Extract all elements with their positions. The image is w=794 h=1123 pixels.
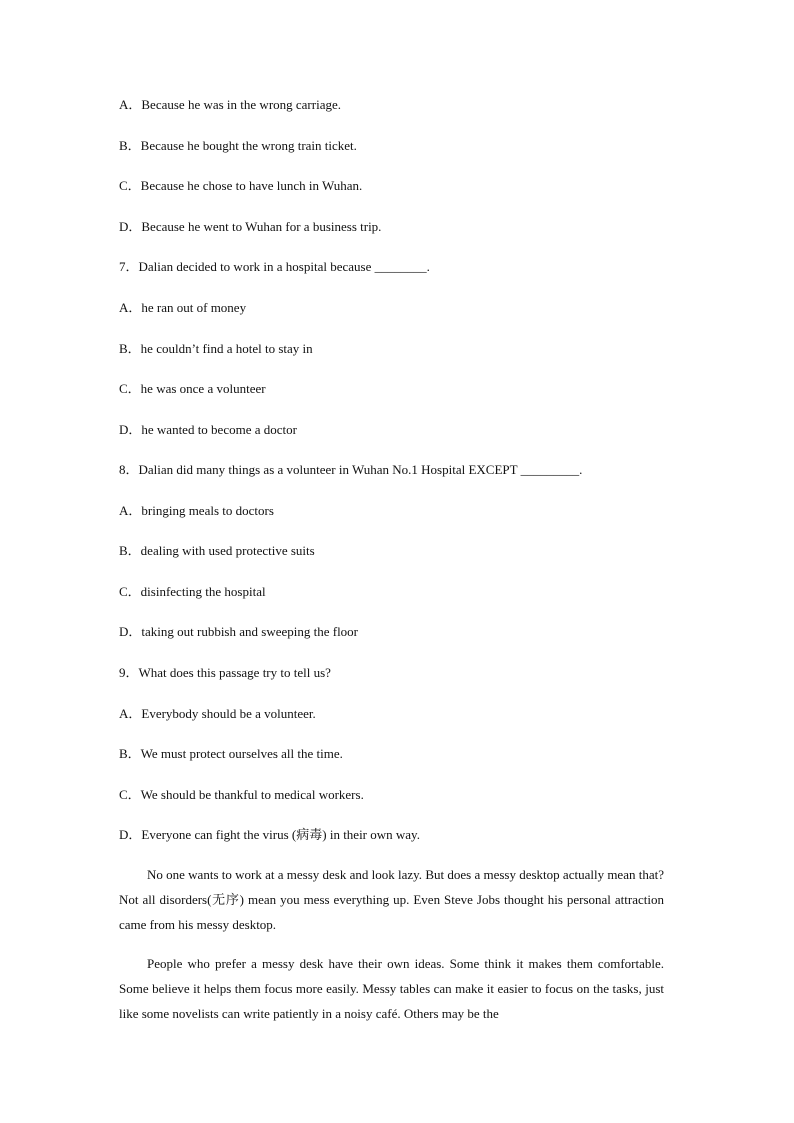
option-d-q8: D．taking out rubbish and sweeping the floor: [119, 624, 359, 639]
passage-paragraph-2: People who prefer a messy desk have their own ideas. Some think it makes them comfortable. Some believe it helps them focus more easily. Messy tables can make it easier to focus on the tasks, just like some novelists can write patiently in a noisy café. Others may be the: [119, 956, 664, 1021]
question-7: 7．Dalian decided to work in a hospital because ________.: [119, 259, 430, 274]
option-d-q6: D．Because he went to Wuhan for a business trip.: [119, 219, 382, 234]
option-b-q7: B．he couldn’t find a hotel to stay in: [119, 341, 313, 356]
option-a-q6: A．Because he was in the wrong carriage.: [119, 97, 341, 112]
option-b-q9: B．We must protect ourselves all the time.: [119, 746, 343, 761]
option-a-q7: A．he ran out of money: [119, 300, 247, 315]
question-9: 9．What does this passage try to tell us?: [119, 665, 331, 680]
option-c-q6: C．Because he chose to have lunch in Wuhan.: [119, 178, 363, 193]
option-d-q7: D．he wanted to become a doctor: [119, 422, 297, 437]
option-c-q7: C．he was once a volunteer: [119, 381, 266, 396]
passage-paragraph-1: No one wants to work at a messy desk and look lazy. But does a messy desktop actually mean that? Not all disorders(无序) mean you mess everything up. Even Steve Jobs thought his personal attraction came from his messy desktop.: [119, 867, 664, 932]
option-d-q9: D．Everyone can fight the virus (病毒) in their own way.: [119, 827, 420, 842]
option-c-q8: C．disinfecting the hospital: [119, 584, 266, 599]
option-a-q8: A．bringing meals to doctors: [119, 503, 274, 518]
option-b-q8: B．dealing with used protective suits: [119, 543, 315, 558]
option-b-q6: B．Because he bought the wrong train ticket.: [119, 138, 357, 153]
option-a-q9: A．Everybody should be a volunteer.: [119, 706, 316, 721]
question-8: 8．Dalian did many things as a volunteer in Wuhan No.1 Hospital EXCEPT _________.: [119, 462, 583, 477]
option-c-q9: C．We should be thankful to medical workers.: [119, 787, 364, 802]
